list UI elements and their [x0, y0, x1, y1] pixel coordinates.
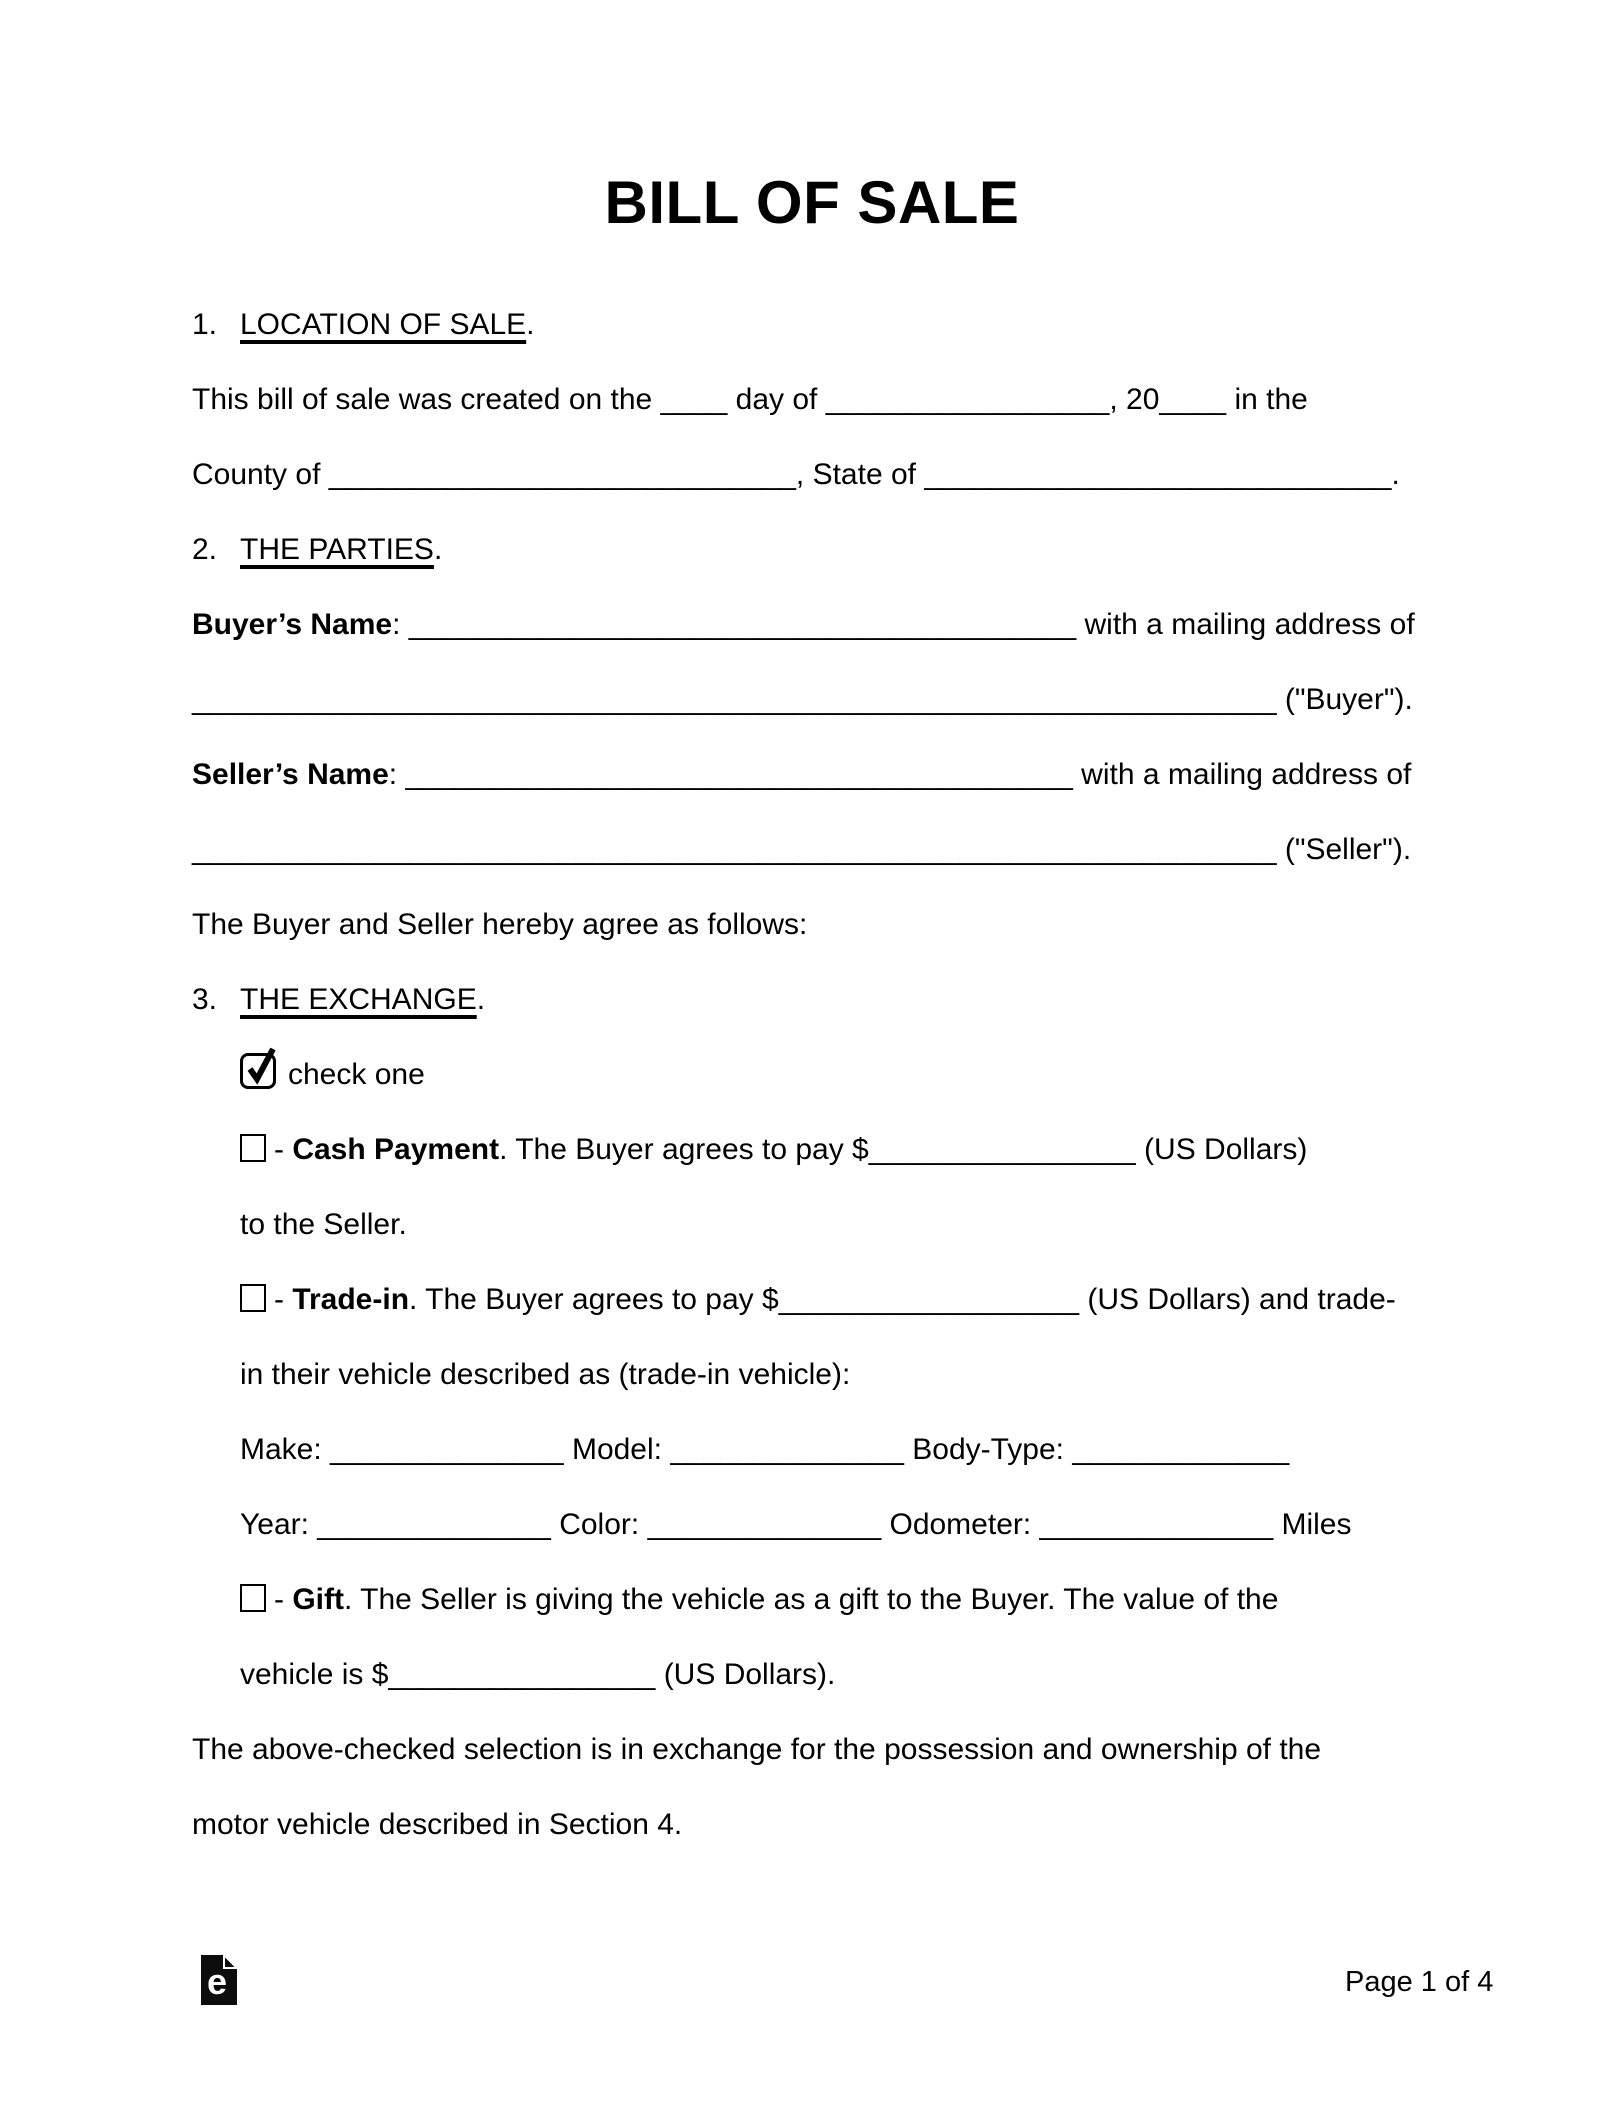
- section-exchange-title: THE EXCHANGE: [240, 983, 477, 1016]
- document-body: [192, 287, 1492, 1862]
- seller-name-line: [192, 737, 1492, 812]
- gift-label: Gift: [292, 1583, 344, 1616]
- buyer-name-label: Buyer’s Name: [192, 608, 393, 641]
- check-one-line: [192, 1037, 1492, 1112]
- eforms-logo-icon: [201, 1955, 237, 2005]
- vehicle-line-1: [192, 1412, 1492, 1487]
- section-parties-number: 2.: [192, 533, 218, 566]
- checked-checkbox-icon[interactable]: [240, 1053, 276, 1089]
- option-trade-continuation: [192, 1337, 1492, 1412]
- option-gift-line: [192, 1562, 1492, 1637]
- section-exchange-number: 3.: [192, 983, 218, 1016]
- closing-line-1-text: The above-checked selection is in exchange for the possession and ownership of the: [192, 1733, 1322, 1766]
- buyer-address-tail: ("Buyer").: [1276, 683, 1413, 716]
- cash-label: Cash Payment: [292, 1133, 500, 1166]
- cash-dash: -: [274, 1133, 293, 1166]
- section-location-heading: [192, 287, 1492, 362]
- option-cash-line: [192, 1112, 1492, 1187]
- section-parties-heading: [192, 512, 1492, 587]
- trade-rest: . The Buyer agrees to pay $__________________ (US Dollars) and trade-: [409, 1283, 1396, 1316]
- location-line-1-text: This bill of sale was created on the ____ day of _________________, 20____ in the: [192, 383, 1308, 416]
- agreement-line-text: The Buyer and Seller hereby agree as follows:: [192, 908, 808, 941]
- buyer-address-line: [192, 662, 1492, 737]
- page-number-label: Page 1 of 4: [1345, 1966, 1494, 1998]
- section-parties-period: .: [433, 533, 443, 566]
- vehicle-line-1-text: Make: ______________ Model: ______________ Body-Type: _____________: [240, 1433, 1290, 1466]
- location-line-2-text: County of ____________________________, State of ____________________________.: [192, 458, 1400, 491]
- closing-line-2: [192, 1787, 1492, 1862]
- closing-line-1: [192, 1712, 1492, 1787]
- buyer-address-blank: _________________________________________________________________: [192, 683, 1277, 716]
- trade-continuation-text: in their vehicle described as (trade-in vehicle):: [240, 1358, 851, 1391]
- seller-address-tail: ("Seller").: [1276, 833, 1412, 866]
- vehicle-line-2-text: Year: ______________ Color: ______________ Odometer: ______________ Miles: [240, 1508, 1352, 1541]
- seller-name-label: Seller’s Name: [192, 758, 389, 791]
- section-exchange-period: .: [476, 983, 486, 1016]
- gift-continuation-text: vehicle is $________________ (US Dollars).: [240, 1658, 836, 1691]
- seller-name-blank: : ________________________________________ with a mailing address of: [388, 758, 1412, 791]
- option-cash-continuation: [192, 1187, 1492, 1262]
- buyer-name-line: [192, 587, 1492, 662]
- cash-rest: . The Buyer agrees to pay $________________ (US Dollars): [499, 1133, 1308, 1166]
- section-parties-title: THE PARTIES: [240, 533, 434, 566]
- trade-label: Trade-in: [292, 1283, 410, 1316]
- closing-line-2-text: motor vehicle described in Section 4.: [192, 1808, 683, 1841]
- section-location-number: 1.: [192, 308, 218, 341]
- gift-checkbox-icon[interactable]: [240, 1584, 266, 1612]
- check-one-label: check one: [288, 1058, 425, 1091]
- section-location-title: LOCATION OF SALE: [240, 308, 527, 341]
- gift-dash: -: [274, 1583, 293, 1616]
- vehicle-line-2: [192, 1487, 1492, 1562]
- document-title: BILL OF SALE: [604, 169, 1020, 236]
- seller-address-blank: _________________________________________________________________: [192, 833, 1277, 866]
- buyer-name-blank: : ________________________________________ with a mailing address of: [392, 608, 1415, 641]
- trade-dash: -: [274, 1283, 293, 1316]
- cash-continuation-text: to the Seller.: [240, 1208, 407, 1241]
- trade-checkbox-icon[interactable]: [240, 1284, 266, 1312]
- location-line-1: [192, 362, 1492, 437]
- cash-checkbox-icon[interactable]: [240, 1134, 266, 1162]
- eforms-logo-letter: e: [207, 1961, 228, 2002]
- option-gift-continuation: [192, 1637, 1492, 1712]
- agreement-line: [192, 887, 1492, 962]
- section-location-period: .: [526, 308, 535, 341]
- location-line-2: [192, 437, 1492, 512]
- section-exchange-heading: [192, 962, 1492, 1037]
- seller-address-line: [192, 812, 1492, 887]
- option-trade-line: [192, 1262, 1492, 1337]
- gift-rest: . The Seller is giving the vehicle as a gift to the Buyer. The value of the: [343, 1583, 1279, 1616]
